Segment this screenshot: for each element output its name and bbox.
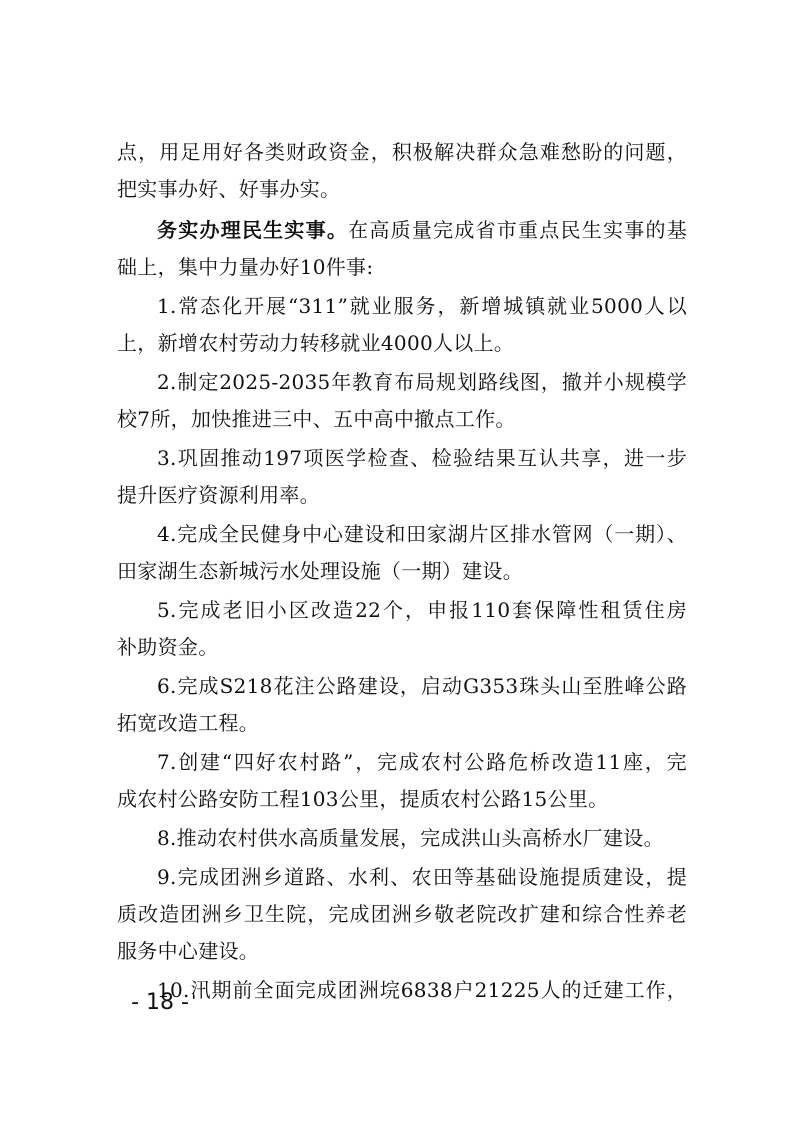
list-item-line: 2.制定2025-2035年教育布局规划路线图，撤并小规模学 xyxy=(157,370,687,394)
page-number: - 18 - xyxy=(131,990,189,1015)
list-item-line: 1.常态化开展“311”就业服务，新增城镇就业5000人以 xyxy=(157,294,687,318)
section-heading: 务实办理民生实事。 xyxy=(157,218,349,242)
list-item-line: 10.汛期前全面完成团洲垸6838户21225人的迁建工作， xyxy=(157,978,687,1002)
text-line: 成农村公路安防工程103公里，提质农村公路15公里。 xyxy=(117,787,609,811)
list-item-line: 3.巩固推动197项医学检查、检验结果互认共享，进一步 xyxy=(157,446,687,470)
text-line: 服务中心建设。 xyxy=(117,939,260,963)
text-line: 点，用足用好各类财政资金，积极解决群众急难愁盼的问题， xyxy=(117,140,687,164)
text-line: 上，新增农村劳动力转移就业4000人以上。 xyxy=(117,331,515,355)
list-item-line: 7.创建“四好农村路”，完成农村公路危桥改造11座，完 xyxy=(157,750,687,774)
text-line: 提升医疗资源利用率。 xyxy=(117,483,320,507)
list-item-line: 5.完成老旧小区改造22个，申报110套保障性租赁住房 xyxy=(157,598,687,622)
text-line: 把实事办好、好事办实。 xyxy=(117,177,341,201)
text-line: 补助资金。 xyxy=(117,635,219,659)
text-line: 校7所，加快推进三中、五中高中撤点工作。 xyxy=(117,407,516,431)
text-line: 质改造团洲乡卫生院，完成团洲乡敬老院改扩建和综合性养老 xyxy=(117,902,687,926)
list-item-line: 4.完成全民健身中心建设和田家湖片区排水管网（一期）、 xyxy=(157,522,687,546)
paragraph-first-line xyxy=(117,218,687,242)
text-line: 田家湖生态新城污水处理设施（一期）建设。 xyxy=(117,559,523,583)
list-item-line: 6.完成S218花注公路建设，启动G353珠头山至胜峰公路 xyxy=(157,674,687,698)
list-item-line: 8.推动农村供水高质量发展，完成洪山头高桥水厂建设。 xyxy=(157,826,664,850)
text-span: 在高质量完成省市重点民生实事的基 xyxy=(348,218,687,242)
list-item-line: 9.完成团洲乡道路、水利、农田等基础设施提质建设，提 xyxy=(157,865,687,889)
text-line: 拓宽改造工程。 xyxy=(117,711,260,735)
text-line: 础上，集中力量办好10件事: xyxy=(117,255,374,279)
